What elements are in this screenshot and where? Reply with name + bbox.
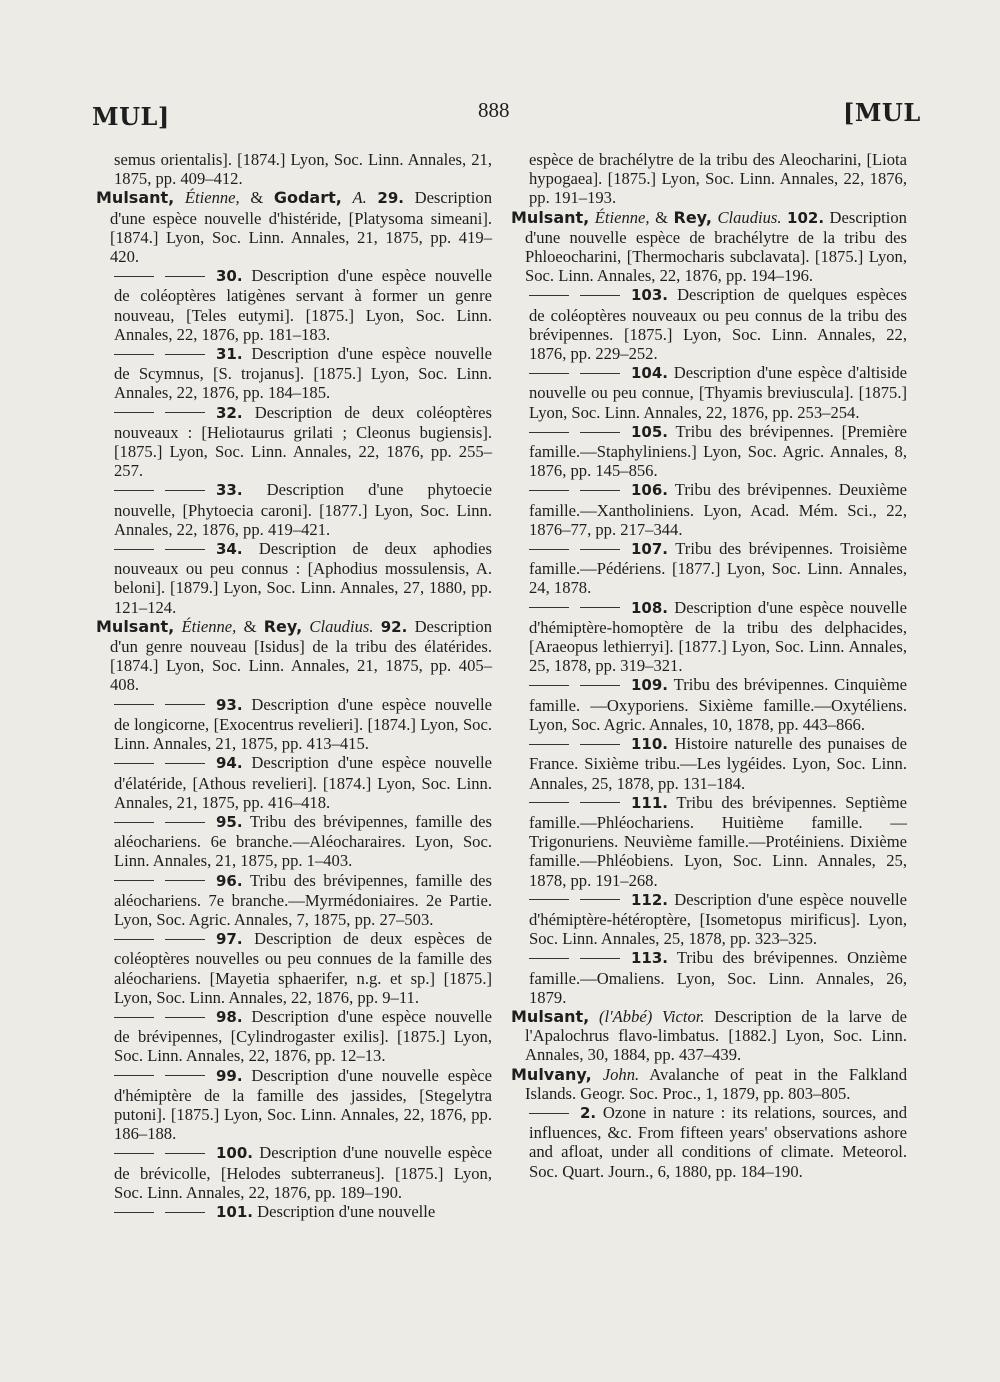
entry-continuation: espèce de brachélytre de la tribu des Aleocharini, [Liota hypogaea]. [1875.] Lyon, Soc. Linn. Annales, 22, 1876, pp. 191–193. <box>529 150 907 208</box>
entry-number: 113. <box>631 949 669 968</box>
bibliography-entry: 109. Tribu des brévipennes. Cinquième famille. —Oxyporiens. Sixième famille.—Oxytéliens. Lyon, Soc. Agric. Annales, 10, 1878, pp. 443–866. <box>529 675 907 734</box>
ditto-rule <box>165 763 205 764</box>
ditto-rule <box>165 704 205 705</box>
ditto-rule <box>529 685 569 686</box>
bibliography-entry: 112. Description d'une espèce nouvelle d'hémiptère-hétéroptère, [Isometopus mirificus]. Lyon, Soc. Linn. Annales, 25, 1878, pp. 323–325. <box>529 889 907 949</box>
bibliography-entry: 99. Description d'une nouvelle espèce d'hémiptère de la famille des jassides, [Stegelytra putoni]. [1875.] Lyon, Soc. Linn. Annales, 22, 1876, pp. 186–188. <box>114 1065 492 1144</box>
entry-number: 94. <box>216 754 243 773</box>
author-name: Mulsant, <box>511 207 590 227</box>
bibliography-entry: 103. Description de quelques espèces de coléoptères nouveaux ou peu connus de la tribu des brévipennes. [1875.] Lyon, Soc. Linn. Annales, 22, 1876, pp. 229–252. <box>529 285 907 364</box>
ditto-rule <box>165 490 205 491</box>
entry-number: 110. <box>631 735 669 754</box>
bibliography-entry: 110. Histoire naturelle des punaises de France. Sixième tribu.—Les lygéides. Lyon, Soc. Linn. Annales, 25, 1878, pp. 131–184. <box>529 734 907 793</box>
entry-number: 2. <box>580 1103 597 1122</box>
page-number: 888 <box>478 98 510 122</box>
bibliography-entry: 30. Description d'une espèce nouvelle de coléoptères latigènes servant à former un genre nouveau, [Teles eutymi]. [1875.] Lyon, Soc. Linn. Annales, 22, 1876, pp. 181–183. <box>114 266 492 344</box>
entry-number: 109. <box>631 676 669 695</box>
ditto-rule <box>165 1153 205 1154</box>
ditto-rule <box>114 276 154 277</box>
entry-number: 30. <box>216 267 243 286</box>
ditto-rule <box>529 549 569 550</box>
ditto-rule <box>580 744 620 745</box>
page-header <box>0 96 1000 136</box>
ditto-rule <box>580 802 620 803</box>
entry-number: 93. <box>216 695 243 714</box>
author-name: Mulsant, <box>96 616 175 636</box>
bibliography-entry: 101. Description d'une nouvelle <box>96 1202 492 1222</box>
ditto-rule <box>580 685 620 686</box>
ditto-rule <box>114 880 154 881</box>
entry-number: 106. <box>631 481 669 500</box>
entry-number: 33. <box>216 481 243 500</box>
ditto-rule <box>580 490 620 491</box>
entry-continuation: semus orientalis]. [1874.] Lyon, Soc. Linn. Annales, 21, 1875, pp. 409–412. <box>114 150 492 189</box>
coauthor-name: Godart, <box>273 188 342 208</box>
entry-number: 29. <box>377 189 404 208</box>
entry-number: 112. <box>631 890 669 909</box>
right-column <box>511 150 907 1181</box>
ditto-rule <box>529 744 569 745</box>
bibliography-entry: 111. Tribu des brévipennes. Septième famille.—Phléochariens. Huitième famille. —Trigonuriens. Neuvième famille.—Protéiniens. Dixième famille.—Phléobiens. Lyon, Soc. Linn. Annales, 25, 1878, pp. 191–268. <box>529 792 907 890</box>
author-name: Mulvany, <box>511 1064 592 1084</box>
ditto-rule <box>114 704 154 705</box>
bibliography-entry: Mulsant, Étienne, & Godart, A. 29. Description d'une espèce nouvelle d'histéride, [Platysoma simeani]. [1874.] Lyon, Soc. Linn. Annales, 21, 1875, pp. 419–420. <box>96 188 492 267</box>
bibliography-entry: 33. Description d'une phytoecie nouvelle, [Phytoecia caroni]. [1877.] Lyon, Soc. Linn. Annales, 22, 1876, pp. 419–421. <box>114 480 492 539</box>
ditto-rule <box>165 822 205 823</box>
running-head-right: [MUL <box>843 98 921 127</box>
entry-number: 105. <box>631 422 669 441</box>
bibliography-entry: 31. Description d'une espèce nouvelle de Scymnus, [S. trojanus]. [1875.] Lyon, Soc. Linn. Annales, 22, 1876, pp. 184–185. <box>114 344 492 403</box>
bibliography-entry: 34. Description de deux aphodies nouveaux ou peu connus : [Aphodius mossulensis, A. beloni]. [1879.] Lyon, Soc. Linn. Annales, 27, 1880, pp. 121–124. <box>114 539 492 617</box>
entry-number: 34. <box>216 540 243 559</box>
author-given-name: John. <box>602 1064 640 1084</box>
entry-number: 99. <box>216 1066 243 1085</box>
bibliography-entry: Mulvany, John. Avalanche of peat in the Falkland Islands. Geogr. Soc. Proc., 1, 1879, pp. 803–805. <box>511 1064 907 1103</box>
bibliography-entry: 93. Description d'une espèce nouvelle de longicorne, [Exocentrus revelieri]. [1874.] Lyon, Soc. Linn. Annales, 21, 1875, pp. 413–415. <box>114 694 492 754</box>
ditto-rule <box>529 802 569 803</box>
author-given-name: Étienne, <box>594 207 650 227</box>
entry-number: 102. <box>787 208 825 227</box>
ditto-rule <box>114 549 154 550</box>
entry-number: 107. <box>631 540 669 559</box>
entry-number: 101. <box>216 1202 254 1221</box>
ditto-rule <box>165 1017 205 1018</box>
coauthor-given-name: Claudius. <box>309 616 374 636</box>
entry-number: 111. <box>631 793 669 812</box>
bibliography-entry: 94. Description d'une espèce nouvelle d'élatéride, [Athous revelieri]. [1874.] Lyon, Soc. Linn. Annales, 21, 1875, pp. 416–418. <box>114 753 492 812</box>
bibliography-entry: 32. Description de deux coléoptères nouveaux : [Heliotaurus grilati ; Cleonus bugiensis]. [1875.] Lyon, Soc. Linn. Annales, 22, 1876, pp. 255–257. <box>114 402 492 481</box>
entry-number: 108. <box>631 598 669 617</box>
bibliography-entry: 97. Description de deux espèces de coléoptères nouvelles ou peu connues de la famille des aléochariens. [Mayetia sphaerifer, n.g. et sp.] [1875.] Lyon, Soc. Linn. Annales, 22, 1876, pp. 9–11. <box>114 929 492 1007</box>
ditto-rule <box>529 899 569 900</box>
bibliography-entry: 105. Tribu des brévipennes. [Première famille.—Staphyliniens.] Lyon, Soc. Agric. Annales, 8, 1876, pp. 145–856. <box>529 421 907 481</box>
bibliography-entry: Mulsant, Étienne, & Rey, Claudius. 92. Description d'un genre nouveau [Isidus] de la tribu des élatérides. [1874.] Lyon, Soc. Linn. Annales, 21, 1875, pp. 405–408. <box>96 616 492 695</box>
bibliography-entry: 96. Tribu des brévipennes, famille des aléochariens. 7e branche.—Myrmédoniaires. 2e Partie. Lyon, Soc. Agric. Annales, 7, 1875, pp. 27–503. <box>114 870 492 929</box>
ditto-rule <box>529 373 569 374</box>
ditto-rule <box>165 354 205 355</box>
bibliography-entry: 108. Description d'une espèce nouvelle d'hémiptère-homoptère de la tribu des delphacides, [Araeopus lethierryi]. [1877.] Lyon, Soc. Linn. Annales, 25, 1878, pp. 319–321. <box>529 597 907 676</box>
running-head-left: MUL] <box>92 102 170 131</box>
bibliography-entry: 113. Tribu des brévipennes. Onzième famille.—Omaliens. Lyon, Soc. Linn. Annales, 26, 1879. <box>529 948 907 1007</box>
coauthor-given-name: Claudius. <box>717 207 782 227</box>
bibliography-entry: 98. Description d'une espèce nouvelle de brévipennes, [Cylindrogaster exilis]. [1875.] Lyon, Soc. Linn. Annales, 22, 1876, pp. 12–13. <box>114 1006 492 1066</box>
ditto-rule <box>529 432 569 433</box>
entry-number: 100. <box>216 1144 254 1163</box>
ditto-rule <box>580 432 620 433</box>
author-name: Mulsant, <box>96 188 175 208</box>
ditto-rule <box>529 295 569 296</box>
ditto-rule <box>529 490 569 491</box>
ditto-rule <box>114 1212 154 1213</box>
ditto-rule <box>580 607 620 608</box>
ditto-rule <box>165 1212 205 1213</box>
author-given-name: (l'Abbé) Victor. <box>598 1006 705 1026</box>
author-given-name: Étienne, <box>184 188 240 208</box>
entry-number: 92. <box>380 617 408 636</box>
entry-number: 104. <box>631 364 669 383</box>
coauthor-given-name: A. <box>352 188 367 208</box>
entry-number: 32. <box>216 403 243 422</box>
ditto-rule <box>114 1075 154 1076</box>
ditto-rule <box>580 958 620 959</box>
coauthor-name: Rey, <box>673 207 712 227</box>
ditto-rule <box>114 354 154 355</box>
bibliography-entry: 107. Tribu des brévipennes. Troisième famille.—Pédériens. [1877.] Lyon, Soc. Linn. Annales, 24, 1878. <box>529 539 907 598</box>
left-column <box>96 150 492 1222</box>
ditto-rule <box>114 763 154 764</box>
entry-number: 95. <box>216 812 243 831</box>
ditto-rule <box>114 412 154 413</box>
ditto-rule <box>580 899 620 900</box>
bibliography-entry: 95. Tribu des brévipennes, famille des aléochariens. 6e branche.—Aléocharaires. Lyon, Soc. Linn. Annales, 21, 1875, pp. 1–403. <box>114 811 492 871</box>
coauthor-name: Rey, <box>263 616 303 636</box>
ditto-rule <box>165 880 205 881</box>
ditto-rule <box>114 1153 154 1154</box>
entry-number: 103. <box>631 286 669 305</box>
ditto-rule <box>114 822 154 823</box>
ditto-rule <box>529 958 569 959</box>
author-given-name: Étienne, <box>181 616 237 636</box>
ditto-rule <box>114 490 154 491</box>
entry-number: 96. <box>216 871 243 890</box>
bibliography-entry: Mulsant, Étienne, & Rey, Claudius. 102. Description d'une nouvelle espèce de brachélytre de la tribu des Phloeocharini, [Thermocharis subclavata]. [1875.] Lyon, Soc. Linn. Annales, 22, 1876, pp. 194–196. <box>511 207 907 286</box>
ditto-rule <box>114 1017 154 1018</box>
bibliography-entry: 106. Tribu des brévipennes. Deuxième famille.—Xantholiniens. Lyon, Acad. Mém. Sci., 22, 1876–77, pp. 217–344. <box>529 480 907 539</box>
ditto-rule <box>529 1113 569 1114</box>
ditto-rule <box>165 939 205 940</box>
bibliography-entry: Mulsant, (l'Abbé) Victor. Description de la larve de l'Apalochrus flavo-limbatus. [1882.] Lyon, Soc. Linn. Annales, 30, 1884, pp. 437–439. <box>511 1006 907 1065</box>
ditto-rule <box>529 607 569 608</box>
author-name: Mulsant, <box>511 1006 590 1026</box>
ditto-rule <box>580 549 620 550</box>
ditto-rule <box>114 939 154 940</box>
bibliography-entry: 104. Description d'une espèce d'altiside nouvelle ou peu connue, [Thyamis breviuscula]. [1875.] Lyon, Soc. Linn. Annales, 22, 1876, pp. 253–254. <box>529 363 907 422</box>
entry-number: 98. <box>216 1007 243 1026</box>
ditto-rule <box>165 1075 205 1076</box>
ditto-rule <box>165 549 205 550</box>
bibliography-entry: 2. Ozone in nature : its relations, sources, and influences, &c. From fifteen years' observations ashore and afloat, under all conditions of climate. Meteorol. Soc. Quart. Journ., 6, 1880, pp. 184–190. <box>529 1102 907 1181</box>
entry-number: 31. <box>216 345 243 364</box>
ditto-rule <box>165 412 205 413</box>
ditto-rule <box>580 295 620 296</box>
ditto-rule <box>165 276 205 277</box>
bibliography-entry: 100. Description d'une nouvelle espèce de brévicolle, [Helodes subterraneus]. [1875.] Lyon, Soc. Linn. Annales, 22, 1876, pp. 189–190. <box>114 1143 492 1202</box>
entry-number: 97. <box>216 930 243 949</box>
ditto-rule <box>580 373 620 374</box>
